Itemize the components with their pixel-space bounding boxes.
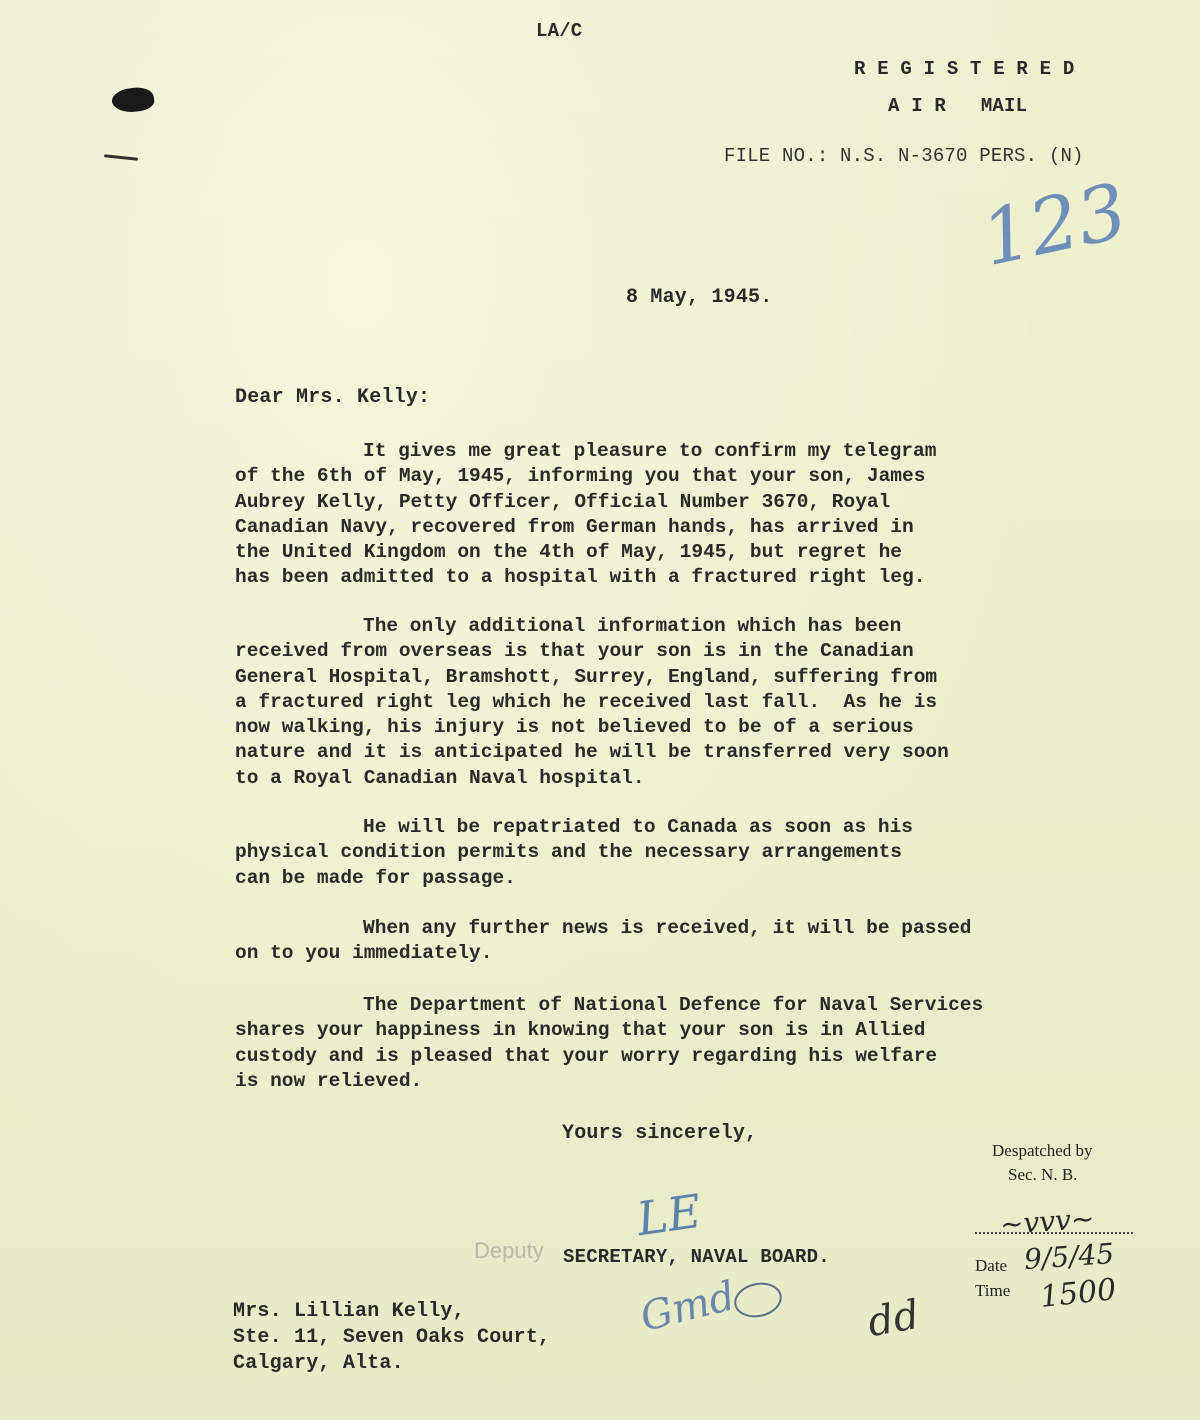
handwritten-mark-dd: dd: [864, 1291, 923, 1347]
address-line-3: Calgary, Alta.: [233, 1352, 404, 1375]
paragraph-line: a fractured right leg which he received last fall. As he is: [235, 690, 938, 713]
salutation: Dear Mrs. Kelly:: [235, 386, 431, 409]
paragraph-line: shares your happiness in knowing that your son is in Allied: [235, 1019, 926, 1042]
paragraph-line: of the 6th of May, 1945, informing you that your son, James: [235, 465, 926, 488]
letter-date: 8 May, 1945.: [626, 286, 773, 309]
handwritten-mark-gmd: Gmd: [635, 1273, 740, 1341]
paragraph-line: custody and is pleased that your worry regarding his welfare: [235, 1044, 938, 1067]
paragraph-line: received from overseas is that your son is in the Canadian: [235, 640, 914, 663]
paragraph-line: can be made for passage.: [235, 866, 516, 889]
despatch-signature-scribble: ~vvv~: [998, 1201, 1096, 1242]
paragraph-line: When any further news is received, it will be passed: [363, 917, 972, 939]
paragraph-1: [235, 439, 1035, 591]
paragraph-line: The Department of National Defence for Naval Services: [363, 994, 984, 1016]
paragraph-line: General Hospital, Bramshott, Surrey, England, suffering from: [235, 665, 938, 688]
despatched-by-office: Sec. N. B.: [1008, 1165, 1078, 1184]
address-line-2: Ste. 11, Seven Oaks Court,: [233, 1326, 551, 1349]
paragraph-4: [235, 916, 1035, 967]
paragraph-line: Canadian Navy, recovered from German hands, has arrived in: [235, 515, 914, 538]
handwritten-page-number: 123: [974, 165, 1135, 284]
signature-initials: LE: [633, 1183, 705, 1247]
paragraph-5: [235, 993, 1035, 1094]
paragraph-line: The only additional information which has been: [363, 615, 902, 637]
closing: Yours sincerely,: [562, 1122, 758, 1145]
paragraph-2: [235, 614, 1035, 791]
paragraph-line: is now relieved.: [235, 1069, 423, 1092]
paragraph-line: He will be repatriated to Canada as soon as his: [363, 816, 913, 838]
paragraph-line: Aubrey Kelly, Petty Officer, Official Number 3670, Royal: [235, 490, 891, 513]
despatch-time-label: Time: [975, 1281, 1011, 1300]
paragraph-line: the United Kingdom on the 4th of May, 1945, but regret he: [235, 541, 903, 564]
despatch-date-label: Date: [975, 1256, 1008, 1275]
punch-hole-scratch: [104, 154, 138, 161]
deputy-stamp: Deputy: [474, 1238, 544, 1263]
airmail-label: A I R MAIL: [888, 95, 1028, 117]
signatory-title: SECRETARY, NAVAL BOARD.: [563, 1246, 830, 1268]
despatched-by-label: Despatched by: [992, 1141, 1093, 1160]
paragraph-line: has been admitted to a hospital with a fractured right leg.: [235, 566, 926, 589]
file-initials: LA/C: [536, 20, 583, 42]
file-number: FILE NO.: N.S. N-3670 PERS. (N): [724, 145, 1084, 167]
despatch-date-value: 9/5/45: [1022, 1236, 1116, 1277]
registered-label: R E G I S T E R E D: [854, 58, 1075, 80]
paragraph-line: on to you immediately.: [235, 942, 493, 965]
paragraph-line: physical condition permits and the necessary arrangements: [235, 841, 903, 864]
address-line-1: Mrs. Lillian Kelly,: [233, 1300, 465, 1323]
paragraph-line: It gives me great pleasure to confirm my telegram: [363, 440, 937, 462]
paragraph-line: now walking, his injury is not believed to be of a serious: [235, 716, 914, 739]
paragraph-line: nature and it is anticipated he will be transferred very soon: [235, 741, 949, 764]
paragraph-line: to a Royal Canadian Naval hospital.: [235, 766, 645, 789]
paragraph-3: [235, 815, 1035, 891]
despatch-time-value: 1500: [1038, 1272, 1118, 1315]
punch-hole-mark: [111, 85, 156, 115]
